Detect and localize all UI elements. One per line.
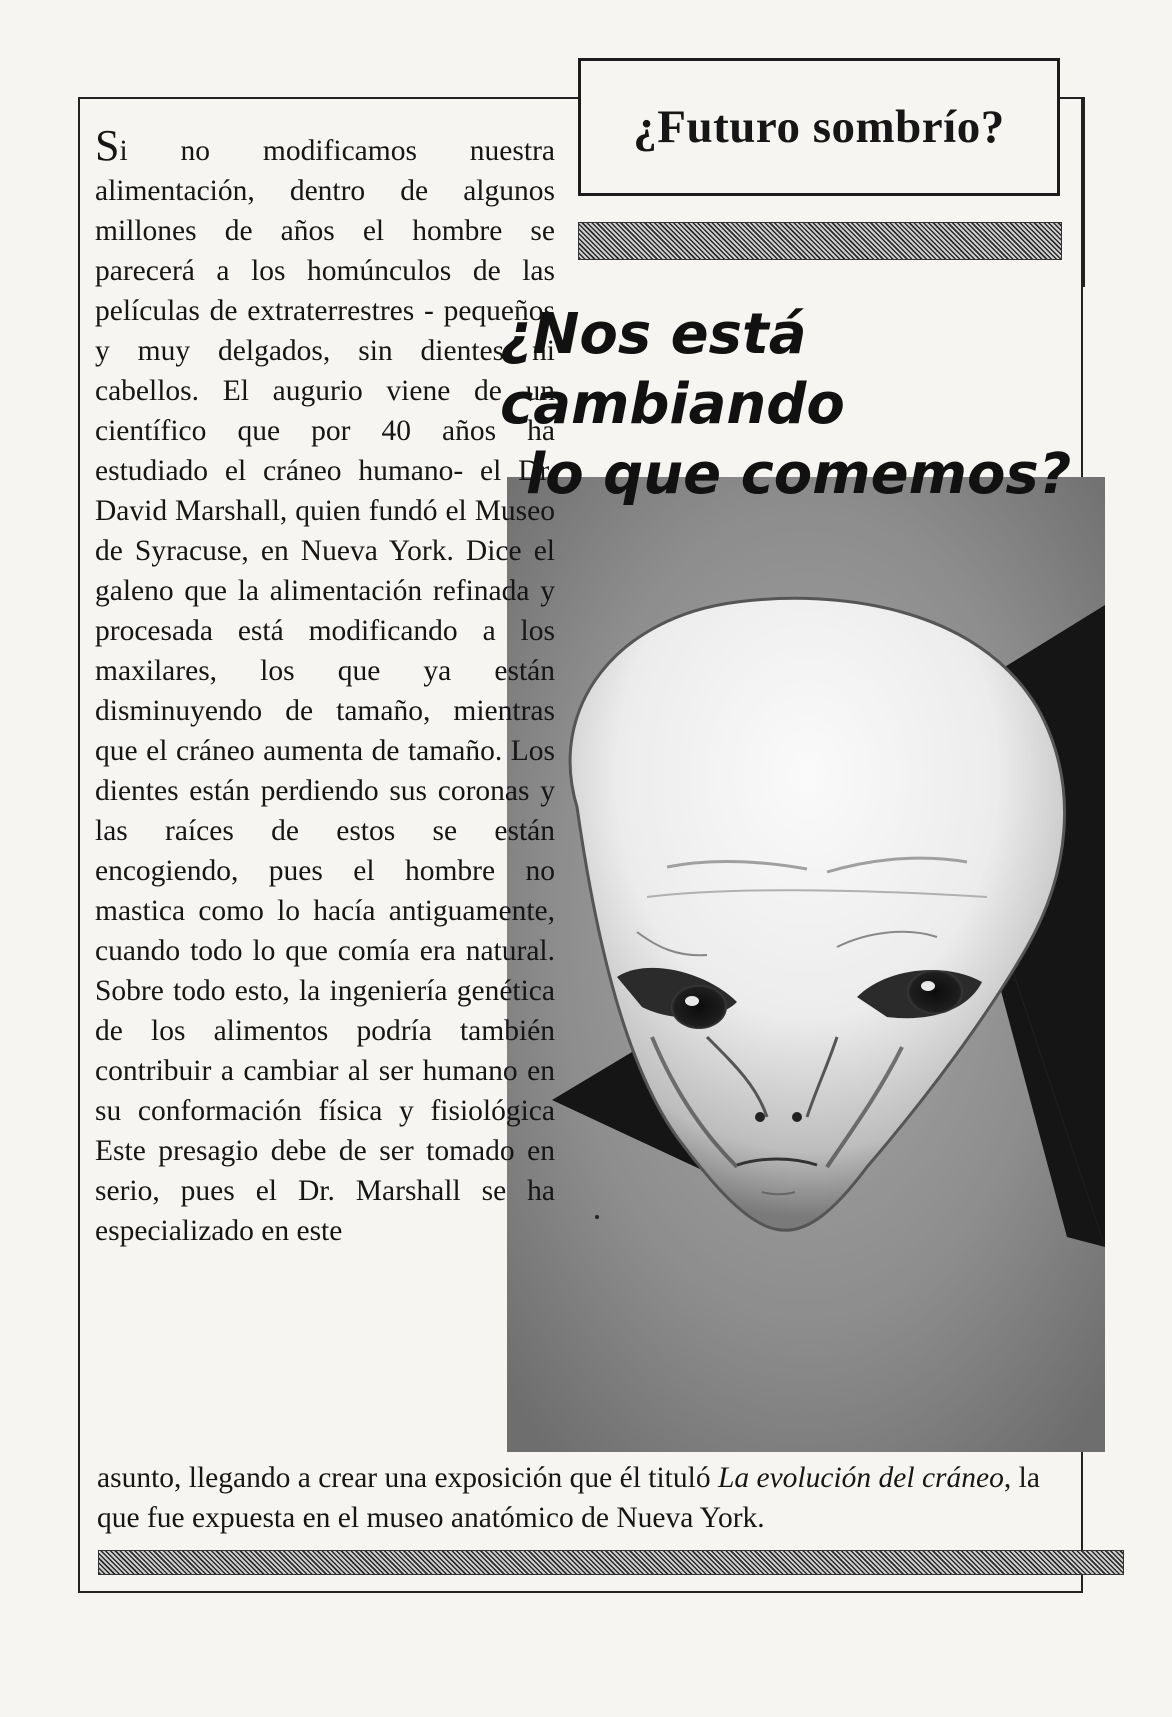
tail-start: asunto, llegando a crear una exposición que él tituló	[97, 1462, 718, 1494]
headline	[500, 300, 1140, 510]
hatched-divider-bottom	[98, 1550, 1124, 1575]
headline-line-1: ¿Nos está cambiando	[500, 302, 845, 437]
alien-head-drawing	[507, 477, 1105, 1452]
tail-end: , la que fue expuesta en el museo anatómico de Nueva York.	[97, 1462, 1040, 1534]
headline-line-2: lo que comemos?	[526, 442, 1072, 507]
body-lead: i no modificamos nuestra alimentación, dentro de algunos millones de años el hombre se parecerá a los homúnculos de las películas de extraterrestres - pequeños y muy delgados, sin dientes ni cabellos. El augurio viene de un científico que por 40 años ha estudiado el cráneo humano- el Dr. David Marshall, quien fundó el Museo de Syracuse, en Nueva York. Dice el galeno que la alimentación refinada y procesada está modificando a los maxilares, los que ya están disminuyendo de tamaño, mientras que el cráneo aumenta de tamaño. Los dientes están perdiendo sus coronas y las raíces de estos se están encogiendo, pues el hombre no mastica como lo hacía antiguamente, cuando todo lo que comía era natural. Sobre todo esto, la ingeniería genética de los alimentos podría también contribuir a cambiar al ser humano en su conformación física y fisiológica Este presagio debe de ser tomado en serio, pues el Dr. Marshall se ha especializado en este	[95, 135, 555, 1247]
frame-edge	[1083, 97, 1085, 287]
hatched-divider-top	[578, 222, 1062, 260]
title-box	[578, 58, 1060, 196]
left-eye	[671, 985, 727, 1029]
article-tail	[97, 1458, 1057, 1538]
exhibition-title: La evolución del cráneo	[717, 1462, 1004, 1494]
nostril-right	[792, 1112, 802, 1122]
nostril-left	[755, 1112, 765, 1122]
box-title: ¿Futuro sombrío?	[633, 101, 1005, 153]
article-body	[95, 121, 555, 1251]
drop-cap: S	[95, 121, 120, 170]
right-eye	[907, 970, 963, 1014]
